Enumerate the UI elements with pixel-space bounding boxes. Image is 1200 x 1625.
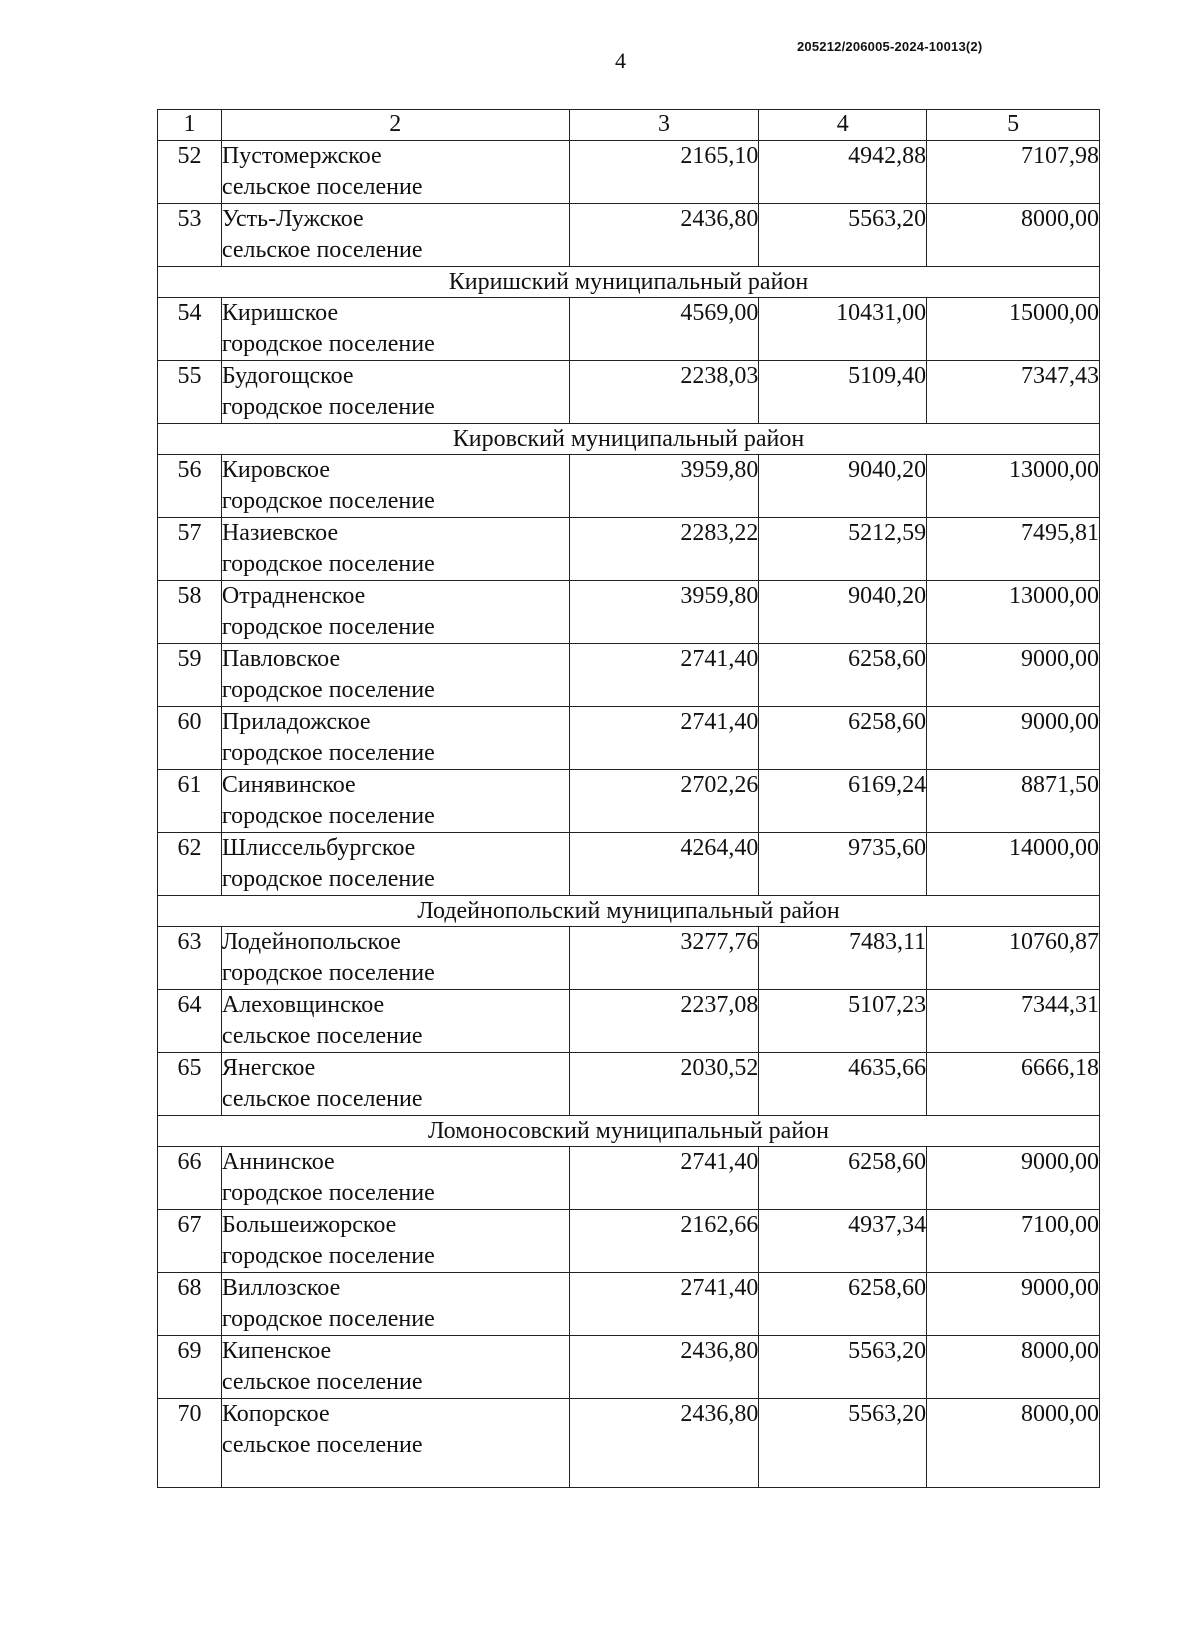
table-row	[158, 581, 1100, 644]
settlement-type: сельское поселение	[221, 1086, 423, 1112]
settlement-type: городское поселение	[221, 394, 435, 420]
row-number: 57	[158, 518, 222, 581]
amount-col-3: 2237,08	[569, 990, 759, 1053]
district-title: Кировский муниципальный район	[158, 424, 1100, 455]
amount-col-3: 2741,40	[569, 644, 759, 707]
amount-col-5: 8000,00	[927, 1336, 1100, 1399]
amount-col-3: 2741,40	[569, 1147, 759, 1210]
amount-col-4: 5563,20	[759, 1336, 927, 1399]
amount-col-3: 3959,80	[569, 581, 759, 644]
district-title: Ломоносовский муниципальный район	[158, 1116, 1100, 1147]
settlement-type: городское поселение	[221, 677, 435, 703]
amount-col-4: 4635,66	[759, 1053, 927, 1116]
amount-col-4: 5563,20	[759, 204, 927, 267]
settlement-name-cell	[221, 927, 569, 990]
table-row	[158, 1147, 1100, 1210]
settlement-type: городское поселение	[221, 960, 435, 986]
amount-col-3: 2436,80	[569, 1399, 759, 1488]
column-number-header-row	[158, 110, 1100, 141]
district-title: Киришский муниципальный район	[158, 267, 1100, 298]
amount-col-4: 6258,60	[759, 1273, 927, 1336]
settlement-name-cell	[221, 833, 569, 896]
amount-col-3: 3277,76	[569, 927, 759, 990]
settlement-type: сельское поселение	[221, 237, 423, 263]
amount-col-3: 2162,66	[569, 1210, 759, 1273]
amount-col-4: 5107,23	[759, 990, 927, 1053]
amount-col-4: 9040,20	[759, 455, 927, 518]
amount-col-4: 10431,00	[759, 298, 927, 361]
amount-col-5: 6666,18	[927, 1053, 1100, 1116]
table-row	[158, 1273, 1100, 1336]
settlement-name-cell	[221, 581, 569, 644]
table-row	[158, 1336, 1100, 1399]
amount-col-5: 9000,00	[927, 1147, 1100, 1210]
amount-col-5: 8000,00	[927, 1399, 1100, 1488]
amount-col-4: 6258,60	[759, 707, 927, 770]
table-row	[158, 361, 1100, 424]
settlement-name-cell	[221, 644, 569, 707]
amount-col-5: 14000,00	[927, 833, 1100, 896]
settlement-name-cell	[221, 298, 569, 361]
amount-col-5: 9000,00	[927, 1273, 1100, 1336]
settlement-type: городское поселение	[221, 614, 435, 640]
settlement-name-cell	[221, 990, 569, 1053]
settlement-name: Янегское	[221, 1055, 316, 1081]
settlement-name: Отрадненское	[221, 583, 366, 609]
row-number: 61	[158, 770, 222, 833]
table-row	[158, 833, 1100, 896]
table-row	[158, 1210, 1100, 1273]
settlement-name: Кировское	[221, 457, 330, 483]
row-number: 66	[158, 1147, 222, 1210]
settlement-name: Синявинское	[221, 772, 356, 798]
settlement-name-cell	[221, 1399, 569, 1488]
settlement-type: городское поселение	[221, 740, 435, 766]
settlement-name: Копорское	[221, 1401, 330, 1427]
amount-col-5: 7344,31	[927, 990, 1100, 1053]
settlement-name: Приладожское	[221, 709, 371, 735]
amount-col-5: 7100,00	[927, 1210, 1100, 1273]
column-header: 2	[221, 110, 569, 141]
table-row	[158, 455, 1100, 518]
row-number: 54	[158, 298, 222, 361]
settlement-name-cell	[221, 361, 569, 424]
settlement-type: городское поселение	[221, 1180, 435, 1206]
row-number: 70	[158, 1399, 222, 1488]
amount-col-3: 2702,26	[569, 770, 759, 833]
settlement-name-cell	[221, 1053, 569, 1116]
settlement-name-cell	[221, 204, 569, 267]
row-number: 69	[158, 1336, 222, 1399]
row-number: 62	[158, 833, 222, 896]
district-section-row	[158, 267, 1100, 298]
amount-col-5: 7107,98	[927, 141, 1100, 204]
settlement-type: сельское поселение	[221, 1369, 423, 1395]
amount-col-3: 2283,22	[569, 518, 759, 581]
settlement-name-cell	[221, 770, 569, 833]
table-row	[158, 518, 1100, 581]
district-section-row	[158, 896, 1100, 927]
amount-col-5: 9000,00	[927, 707, 1100, 770]
settlement-type: сельское поселение	[221, 174, 423, 200]
amount-col-4: 6169,24	[759, 770, 927, 833]
table-row	[158, 770, 1100, 833]
amount-col-3: 2165,10	[569, 141, 759, 204]
settlement-name-cell	[221, 518, 569, 581]
row-number: 52	[158, 141, 222, 204]
amount-col-4: 6258,60	[759, 1147, 927, 1210]
amount-col-5: 13000,00	[927, 581, 1100, 644]
row-number: 60	[158, 707, 222, 770]
amount-col-4: 4942,88	[759, 141, 927, 204]
table-row	[158, 707, 1100, 770]
amount-col-3: 4569,00	[569, 298, 759, 361]
column-header: 4	[759, 110, 927, 141]
row-number: 59	[158, 644, 222, 707]
district-section-row	[158, 424, 1100, 455]
amount-col-3: 2741,40	[569, 1273, 759, 1336]
row-number: 56	[158, 455, 222, 518]
settlement-name-cell	[221, 141, 569, 204]
amount-col-5: 9000,00	[927, 644, 1100, 707]
row-number: 63	[158, 927, 222, 990]
settlement-type: городское поселение	[221, 488, 435, 514]
row-number: 53	[158, 204, 222, 267]
settlement-name: Назиевское	[221, 520, 339, 546]
settlement-name-cell	[221, 1336, 569, 1399]
settlement-name: Кипенское	[221, 1338, 332, 1364]
amount-col-4: 5109,40	[759, 361, 927, 424]
settlement-name-cell	[221, 1147, 569, 1210]
settlement-name: Усть-Лужское	[221, 206, 364, 232]
row-number: 64	[158, 990, 222, 1053]
table-row	[158, 141, 1100, 204]
amount-col-5: 15000,00	[927, 298, 1100, 361]
amount-col-3: 4264,40	[569, 833, 759, 896]
amount-col-3: 2030,52	[569, 1053, 759, 1116]
amount-col-4: 6258,60	[759, 644, 927, 707]
settlement-type: сельское поселение	[221, 1023, 423, 1049]
settlement-name-cell	[221, 1210, 569, 1273]
amount-col-4: 7483,11	[759, 927, 927, 990]
table-row	[158, 990, 1100, 1053]
row-number: 65	[158, 1053, 222, 1116]
amount-col-3: 2436,80	[569, 204, 759, 267]
settlement-type: городское поселение	[221, 1243, 435, 1269]
amount-col-3: 2238,03	[569, 361, 759, 424]
row-number: 67	[158, 1210, 222, 1273]
settlement-type: сельское поселение	[221, 1432, 423, 1458]
row-number: 68	[158, 1273, 222, 1336]
settlement-name-cell	[221, 1273, 569, 1336]
settlement-name: Шлиссельбургское	[221, 835, 416, 861]
row-number: 58	[158, 581, 222, 644]
settlement-type: городское поселение	[221, 1306, 435, 1332]
settlement-name: Будогощское	[221, 363, 354, 389]
document-code: 205212/206005-2024-10013(2)	[797, 39, 983, 54]
settlement-name-cell	[221, 707, 569, 770]
settlement-name: Лодейнопольское	[221, 929, 401, 955]
table-row	[158, 1053, 1100, 1116]
amount-col-5: 7495,81	[927, 518, 1100, 581]
page-number: 4	[615, 48, 626, 73]
settlement-name: Павловское	[221, 646, 341, 672]
amount-col-4: 5563,20	[759, 1399, 927, 1488]
settlement-name: Большеижорское	[221, 1212, 397, 1238]
column-header: 5	[927, 110, 1100, 141]
table-row	[158, 927, 1100, 990]
amount-col-5: 13000,00	[927, 455, 1100, 518]
settlement-type: городское поселение	[221, 803, 435, 829]
settlement-type: городское поселение	[221, 866, 435, 892]
settlement-type: городское поселение	[221, 331, 435, 357]
table-body	[158, 110, 1100, 1488]
allocation-table	[157, 109, 1100, 1488]
table-row	[158, 298, 1100, 361]
settlement-name-cell	[221, 455, 569, 518]
column-header: 3	[569, 110, 759, 141]
settlement-name: Пустомержское	[221, 143, 382, 169]
column-header: 1	[158, 110, 222, 141]
district-section-row	[158, 1116, 1100, 1147]
amount-col-5: 7347,43	[927, 361, 1100, 424]
amount-col-4: 9040,20	[759, 581, 927, 644]
table-row	[158, 204, 1100, 267]
amount-col-5: 8871,50	[927, 770, 1100, 833]
table-row	[158, 644, 1100, 707]
settlement-name: Виллозское	[221, 1275, 341, 1301]
amount-col-3: 2436,80	[569, 1336, 759, 1399]
amount-col-3: 3959,80	[569, 455, 759, 518]
amount-col-5: 8000,00	[927, 204, 1100, 267]
settlement-name: Киришское	[221, 300, 339, 326]
amount-col-4: 4937,34	[759, 1210, 927, 1273]
settlement-type: городское поселение	[221, 551, 435, 577]
settlement-name: Аннинское	[221, 1149, 335, 1175]
amount-col-4: 5212,59	[759, 518, 927, 581]
amount-col-4: 9735,60	[759, 833, 927, 896]
row-number: 55	[158, 361, 222, 424]
settlement-name: Алеховщинское	[221, 992, 385, 1018]
table-row	[158, 1399, 1100, 1488]
amount-col-3: 2741,40	[569, 707, 759, 770]
district-title: Лодейнопольский муниципальный район	[158, 896, 1100, 927]
amount-col-5: 10760,87	[927, 927, 1100, 990]
